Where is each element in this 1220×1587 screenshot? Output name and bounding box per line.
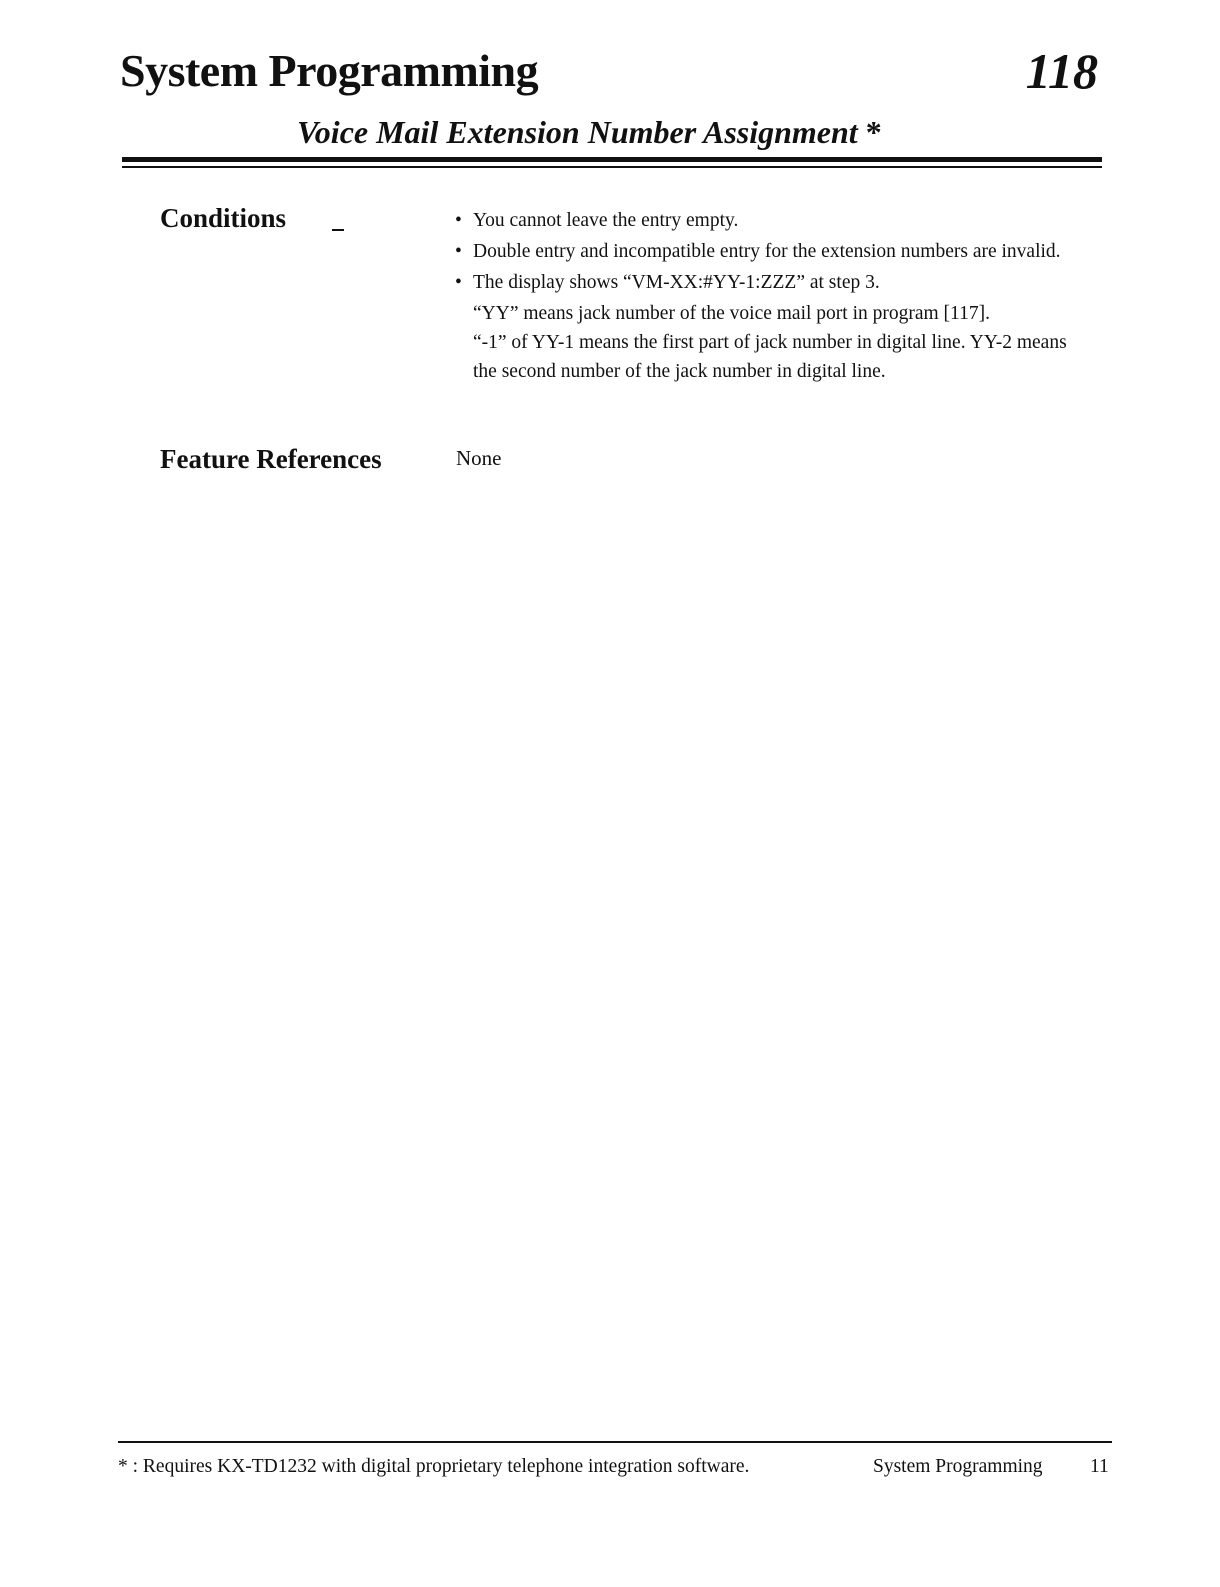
conditions-list [455, 206, 1095, 386]
header-rule-thick [122, 157, 1102, 162]
footer-note: * : Requires KX-TD1232 with digital proprietary telephone integration software. [118, 1456, 750, 1477]
footer-rule [118, 1441, 1112, 1443]
footer-section: System Programming [873, 1456, 1043, 1477]
header-rule-thin [122, 166, 1102, 168]
feature-references-label: Feature References [160, 444, 382, 474]
page-number: 11 [1090, 1456, 1109, 1477]
condition-item: • The display shows “VM-XX:#YY-1:ZZZ” at step 3. [455, 268, 1095, 297]
scan-dash-mark [332, 229, 344, 231]
asterisk-marker: * [865, 114, 882, 150]
bullet-icon: • [455, 272, 462, 293]
subtitle-text: Voice Mail Extension Number Assignment [297, 114, 858, 150]
feature-references-value: None [456, 446, 502, 470]
condition-note: “YY” means jack number of the voice mail port in program [117]. [473, 303, 990, 324]
page-title: System Programming [120, 45, 539, 96]
conditions-label: Conditions [160, 203, 287, 233]
condition-item: • You cannot leave the entry empty. [455, 206, 1095, 235]
bullet-icon: • [455, 241, 462, 262]
program-number: 118 [1025, 43, 1098, 99]
condition-note: “-1” of YY-1 means the first part of jack number in digital line. YY-2 means the second number of the jack number in digital line. [473, 332, 1067, 382]
condition-item: • Double entry and incompatible entry for the extension numbers are invalid. [455, 237, 1095, 266]
program-subtitle [297, 116, 882, 148]
bullet-icon: • [455, 210, 462, 231]
